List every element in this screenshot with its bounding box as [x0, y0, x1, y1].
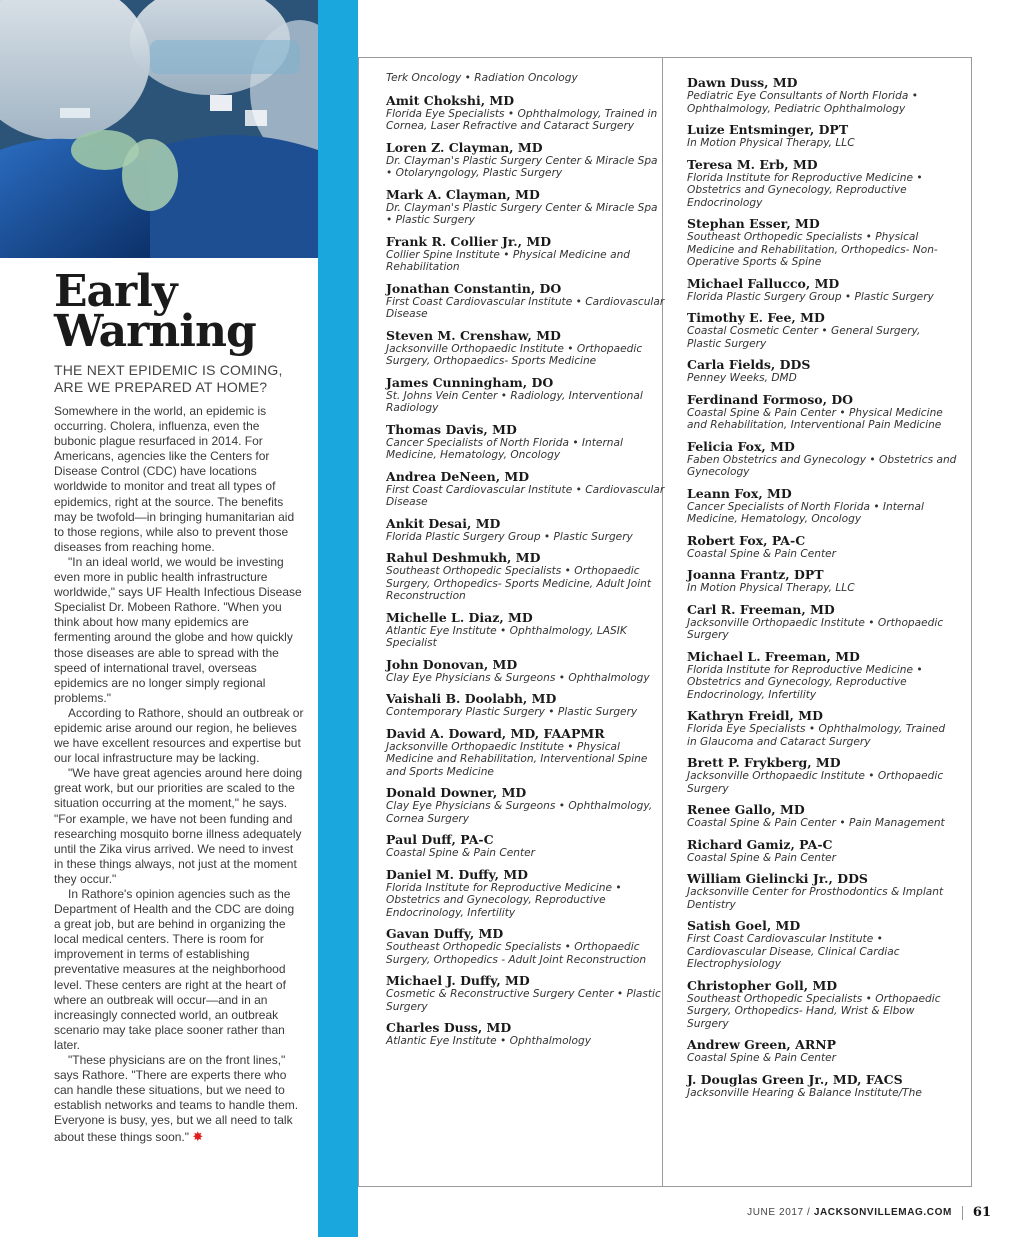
physician-name: John Donovan, MD	[386, 656, 518, 672]
physician-practice: Southeast Orthopedic Specialists • Physical Medicine and Rehabilitation, Orthopedics- Non-Operative Sports & Spine	[687, 231, 938, 268]
physician-entry	[687, 567, 957, 595]
physician-practice: Southeast Orthopedic Specialists • Orthopaedic Surgery, Orthopedics- Sports Medicine, Adult Joint Reconstruction	[386, 565, 652, 602]
physician-entry	[386, 187, 666, 227]
physician-entry	[386, 832, 666, 860]
physician-name: Rahul Deshmukh, MD	[386, 550, 541, 565]
physician-name: William Gielincki Jr., DDS	[687, 871, 868, 886]
physician-practice: Jacksonville Orthopaedic Institute • Orthopaedic Surgery	[687, 616, 944, 641]
physician-name: Paul Duff, PA-C	[386, 832, 494, 847]
physician-practice: Southeast Orthopedic Specialists • Orthopaedic Surgery, Orthopedics - Adult Joint Reconstruction	[386, 941, 647, 966]
physician-practice: First Coast Cardiovascular Institute • Cardiovascular Disease	[386, 295, 665, 320]
physician-practice: In Motion Physical Therapy, LLC	[687, 137, 855, 149]
listing-column-right	[687, 75, 957, 1106]
physician-entry	[386, 375, 666, 415]
physician-practice: Dr. Clayman's Plastic Surgery Center & Miracle Spa • Plastic Surgery	[386, 201, 658, 226]
physician-name: Jonathan Constantin, DO	[386, 280, 562, 296]
physician-name: Teresa M. Erb, MD	[687, 156, 818, 172]
physician-practice: Penney Weeks, DMD	[687, 372, 797, 384]
physician-name: Timothy E. Fee, MD	[687, 310, 825, 325]
physician-practice: Florida Institute for Reproductive Medicine • Obstetrics and Gynecology, Reproductive Endocrinology, Infertility	[687, 663, 923, 701]
article-paragraph: Somewhere in the world, an epidemic is occurring. Cholera, influenza, even the bubonic plague resurfaced in 2014. For Americans, agencies like the Centers for Disease Control (CDC) have locations worldwide to monitor and treat all types of epidemics, right at the source. The benefits may be twofold—in bringing humanitarian aid to those regions, while also to prevent those diseases from reaching home.	[54, 404, 295, 554]
physician-entry	[386, 657, 666, 685]
physician-practice: Coastal Spine & Pain Center • Physical Medicine and Rehabilitation, Interventional Pain Medicine	[687, 406, 943, 431]
physician-entry	[687, 439, 957, 479]
physician-entry	[386, 926, 666, 966]
physician-entry	[687, 978, 957, 1031]
physician-entry	[687, 1037, 957, 1065]
physician-name: Joanna Frantz, DPT	[687, 567, 824, 582]
physician-practice: Dr. Clayman's Plastic Surgery Center & Miracle Spa • Otolaryngology, Plastic Surgery	[386, 154, 658, 179]
physician-practice: Jacksonville Orthopaedic Institute • Orthopaedic Surgery, Orthopaedics- Sports Medicine	[386, 342, 643, 367]
physician-practice: Southeast Orthopedic Specialists • Orthopaedic Surgery, Orthopedics- Hand, Wrist & Elbow Surgery	[687, 992, 941, 1030]
physician-name: Frank R. Collier Jr., MD	[386, 233, 552, 249]
physician-name: Daniel M. Duffy, MD	[386, 866, 529, 882]
accent-blue-band	[318, 0, 358, 1237]
physician-name: Thomas Davis, MD	[386, 421, 517, 437]
physician-practice: Coastal Spine & Pain Center • Pain Management	[687, 817, 945, 829]
physician-entry	[386, 328, 666, 368]
physician-name: Renee Gallo, MD	[687, 802, 805, 817]
physician-practice: Jacksonville Orthopaedic Institute • Physical Medicine and Rehabilitation, Interventional Spine and Sports Medicine	[386, 740, 648, 778]
physician-practice: Clay Eye Physicians & Surgeons • Ophthalmology	[386, 671, 650, 684]
physician-practice: Jacksonville Center for Prosthodontics & Implant Dentistry	[687, 886, 944, 911]
physician-entry	[687, 755, 957, 795]
physician-practice: Jacksonville Hearing & Balance Institute/The	[687, 1086, 922, 1099]
physician-entry	[687, 871, 957, 911]
physician-name: Robert Fox, PA-C	[687, 532, 806, 548]
physician-entry	[386, 973, 666, 1013]
article-paragraph-text: "These physicians are on the front lines," says Rathore. "There are experts there who can handle these situations, but we need to establish networks and teams to handle them. Everyone is busy, yes, but we all need to talk about these things soon."	[54, 1053, 299, 1144]
physician-listing-panel	[358, 57, 972, 1187]
physician-name: Amit Chokshi, MD	[386, 92, 515, 108]
physician-name: Felicia Fox, MD	[687, 438, 795, 454]
physician-practice: Coastal Spine & Pain Center	[386, 847, 536, 859]
physician-name: Donald Downer, MD	[386, 785, 527, 800]
medical-workers-photo	[0, 0, 318, 258]
headline-line-2: Warning	[54, 306, 256, 357]
physician-name: Dawn Duss, MD	[687, 75, 798, 90]
physician-entry	[687, 276, 957, 304]
physician-entry	[687, 357, 957, 385]
physician-name: Michelle L. Diaz, MD	[386, 609, 533, 625]
footer-magazine: JACKSONVILLEMAG.COM	[813, 1207, 952, 1218]
physician-practice: Florida Eye Specialists • Ophthalmology, Trained in Glaucoma and Cataract Surgery	[687, 723, 946, 748]
physician-name: Kathryn Freidl, MD	[687, 708, 823, 723]
end-mark-icon: ✸	[192, 1128, 204, 1144]
physician-entry	[386, 234, 666, 274]
physician-name: James Cunningham, DO	[386, 374, 554, 390]
physician-name: Andrew Green, ARNP	[687, 1037, 837, 1052]
physician-practice: Cosmetic & Reconstructive Surgery Center • Plastic Surgery	[386, 988, 661, 1013]
physician-practice: Contemporary Plastic Surgery • Plastic Surgery	[386, 706, 638, 718]
physician-practice: Coastal Cosmetic Center • General Surgery, Plastic Surgery	[687, 325, 921, 350]
physician-entry	[386, 867, 666, 920]
page-footer	[747, 1205, 991, 1220]
page-number: 61	[972, 1205, 991, 1220]
physician-name: J. Douglas Green Jr., MD, FACS	[687, 1071, 903, 1087]
physician-entry	[386, 93, 666, 133]
article-subhead: THE NEXT EPIDEMIC IS COMING, ARE WE PREPARED AT HOME?	[54, 362, 283, 395]
physician-name: David A. Doward, MD, FAAPMR	[386, 725, 605, 741]
physician-practice: Pediatric Eye Consultants of North Florida • Ophthalmology, Pediatric Ophthalmology	[687, 90, 918, 115]
physician-practice: Florida Institute for Reproductive Medicine • Obstetrics and Gynecology, Reproductive Endocrinology, Infertility	[386, 881, 622, 919]
physician-name: Stephan Esser, MD	[687, 216, 820, 231]
physician-entry	[687, 157, 957, 210]
physician-entry	[386, 550, 666, 603]
physician-entry	[687, 802, 957, 830]
physician-practice: Florida Plastic Surgery Group • Plastic Surgery	[687, 290, 934, 303]
physician-name: Satish Goel, MD	[687, 918, 801, 933]
physician-entry	[687, 486, 957, 526]
physician-name: Ferdinand Formoso, DO	[687, 391, 854, 407]
physician-entry	[687, 649, 957, 702]
physician-practice: Coastal Spine & Pain Center	[687, 1052, 837, 1064]
article-early-warning	[0, 258, 318, 1188]
physician-practice: Cancer Specialists of North Florida • Internal Medicine, Hematology, Oncology	[386, 436, 623, 461]
physician-practice: Collier Spine Institute • Physical Medicine and Rehabilitation	[386, 248, 631, 273]
physician-entry	[687, 392, 957, 432]
physician-practice: Clay Eye Physicians & Surgeons • Ophthalmology, Cornea Surgery	[386, 800, 653, 825]
physician-name: Michael J. Duffy, MD	[386, 973, 530, 988]
physician-entry	[386, 1020, 666, 1048]
article-headline	[54, 266, 304, 357]
physician-practice: Florida Institute for Reproductive Medicine • Obstetrics and Gynecology, Reproductive Endocrinology	[687, 171, 923, 209]
physician-name: Michael Fallucco, MD	[687, 275, 840, 291]
footer-date: JUNE 2017 /	[747, 1207, 811, 1218]
physician-name: Ankit Desai, MD	[386, 515, 501, 531]
physician-entry	[687, 75, 957, 115]
physician-practice: First Coast Cardiovascular Institute • Cardiovascular Disease, Clinical Cardiac Electrophysiology	[687, 933, 900, 970]
physician-name: Vaishali B. Doolabh, MD	[386, 691, 557, 706]
article-paragraph: In Rathore's opinion agencies such as the Department of Health and the CDC are doing a great job, but are behind in organizing the local medical centers. There is room for improvement in terms of establishing preventative measures at the neighborhood level. These centers are right at the heart of where an outbreak will occur—and in an increasingly connected world, an outbreak scenario may take place sooner rather than later.	[54, 887, 295, 1052]
physician-entry	[386, 140, 666, 180]
physician-name: Carla Fields, DDS	[687, 357, 811, 372]
physician-practice: Coastal Spine & Pain Center	[687, 547, 837, 560]
physician-practice: Atlantic Eye Institute • Ophthalmology, LASIK Specialist	[386, 624, 627, 649]
physician-entry	[386, 726, 666, 779]
physician-entry	[386, 691, 666, 719]
physician-name: Carl R. Freeman, MD	[687, 601, 835, 617]
physician-entry	[687, 216, 957, 269]
physician-name: Andrea DeNeen, MD	[386, 468, 530, 484]
physician-entry	[687, 602, 957, 642]
physician-entry	[687, 1072, 957, 1100]
physician-entry	[687, 918, 957, 971]
physician-name: Loren Z. Clayman, MD	[386, 139, 543, 155]
physician-name: Luize Entsminger, DPT	[687, 122, 849, 137]
physician-practice: First Coast Cardiovascular Institute • Cardiovascular Disease	[386, 483, 665, 508]
physician-entry	[386, 281, 666, 321]
physician-practice: Atlantic Eye Institute • Ophthalmology	[386, 1035, 591, 1047]
physician-entry	[687, 533, 957, 561]
physician-practice: Jacksonville Orthopaedic Institute • Orthopaedic Surgery	[687, 770, 944, 795]
physician-name: Leann Fox, MD	[687, 485, 792, 501]
physician-practice: Florida Plastic Surgery Group • Plastic Surgery	[386, 530, 633, 543]
physician-name: Charles Duss, MD	[386, 1020, 512, 1035]
physician-practice: In Motion Physical Therapy, LLC	[687, 582, 855, 594]
headline-line-1: Early	[54, 266, 177, 317]
physician-name: Mark A. Clayman, MD	[386, 186, 540, 202]
physician-name: Richard Gamiz, PA-C	[687, 836, 833, 852]
physician-practice: Coastal Spine & Pain Center	[687, 851, 837, 864]
physician-entry	[386, 516, 666, 544]
physician-name: Gavan Duffy, MD	[386, 926, 504, 941]
physician-entry	[687, 122, 957, 150]
continued-entry-desc: Terk Oncology • Radiation Oncology	[386, 72, 578, 84]
footer-separator	[962, 1206, 963, 1220]
physician-entry	[386, 422, 666, 462]
physician-practice: Cancer Specialists of North Florida • Internal Medicine, Hematology, Oncology	[687, 500, 924, 525]
physician-practice: Faben Obstetrics and Gynecology • Obstetrics and Gynecology	[687, 453, 957, 478]
physician-name: Christopher Goll, MD	[687, 977, 838, 993]
physician-entry	[687, 310, 957, 350]
physician-entry	[687, 837, 957, 865]
article-paragraph-last	[54, 1053, 304, 1145]
physician-practice: St. Johns Vein Center • Radiology, Interventional Radiology	[386, 389, 643, 414]
physician-name: Brett P. Frykberg, MD	[687, 755, 841, 770]
article-paragraph: "In an ideal world, we would be investing even more in public health infrastructure worldwide," says UF Health Infectious Disease Specialist Dr. Mobeen Rathore. "When you think about how many epidemics are fermenting around the globe and how quickly those diseases are able to spread with the speed of international travel, overseas epidemics are no longer simply regional problems."	[54, 554, 302, 705]
physician-name: Steven M. Crenshaw, MD	[386, 327, 561, 343]
physician-entry	[386, 785, 666, 825]
article-paragraph: According to Rathore, should an outbreak or epidemic arise around our region, he believes we have excellent resources and expertise but our local infrastructure may be lacking.	[54, 705, 304, 766]
article-paragraph: "We have great agencies around here doing great work, but our priorities are scaled to the situation occurring at the moment," he says. "For example, we have not been funding and researching mosquito borne illness adequately until the Zika virus arrived. We need to invest in these things always, not just at the moment they occur."	[54, 766, 303, 886]
physician-name: Michael L. Freeman, MD	[687, 648, 860, 664]
physician-entry	[687, 708, 957, 748]
physician-entry	[386, 610, 666, 650]
physician-practice: Florida Eye Specialists • Ophthalmology, Trained in Cornea, Laser Refractive and Cataract Surgery	[386, 107, 658, 132]
listing-column-left	[386, 72, 666, 1055]
article-body	[54, 404, 304, 1145]
physician-entry	[386, 469, 666, 509]
